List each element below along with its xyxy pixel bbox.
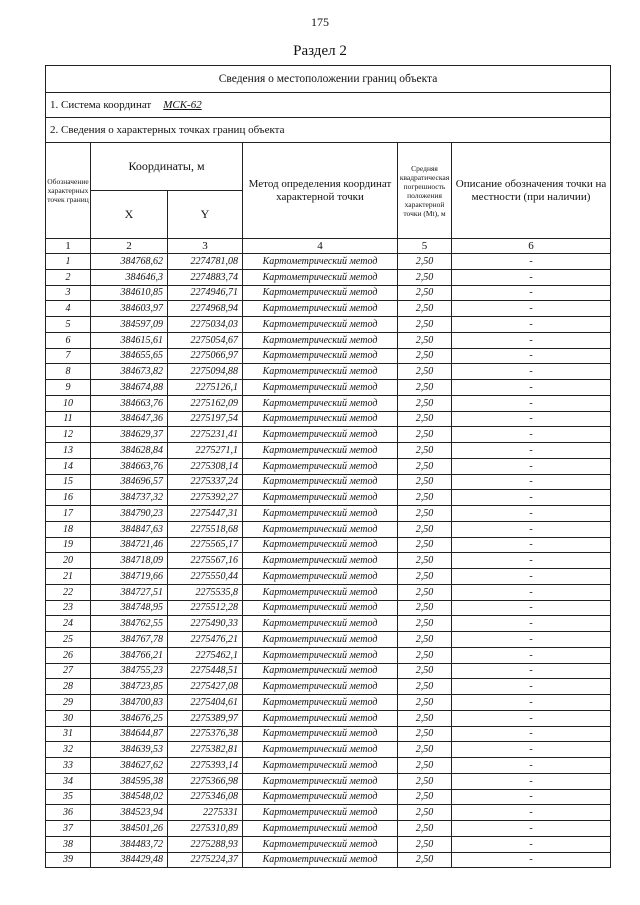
error: 2,50 [398, 474, 452, 490]
page-number: 175 [311, 15, 329, 29]
table-row [46, 647, 611, 663]
coord-x: 384615,61 [91, 332, 168, 348]
method: Картометрический метод [243, 458, 398, 474]
coord-x: 384674,88 [91, 380, 168, 396]
point-number: 32 [46, 742, 91, 758]
description: - [452, 789, 611, 805]
table-row [46, 301, 611, 317]
error: 2,50 [398, 269, 452, 285]
point-number: 21 [46, 569, 91, 585]
description: - [452, 553, 611, 569]
description: - [452, 584, 611, 600]
coord-system-value: МСК-62 [163, 99, 202, 111]
description: - [452, 569, 611, 585]
column-number: 1 [46, 239, 91, 254]
error: 2,50 [398, 836, 452, 852]
point-number: 25 [46, 632, 91, 648]
coord-x: 384603,97 [91, 301, 168, 317]
method: Картометрический метод [243, 805, 398, 821]
method: Картометрический метод [243, 443, 398, 459]
coord-y: 2275404,61 [168, 695, 243, 711]
coord-y: 2275231,41 [168, 427, 243, 443]
boundary-table [45, 65, 611, 868]
coord-x: 384767,78 [91, 632, 168, 648]
point-number: 37 [46, 821, 91, 837]
description: - [452, 348, 611, 364]
description: - [452, 852, 611, 868]
coord-y: 2275271,1 [168, 443, 243, 459]
error: 2,50 [398, 758, 452, 774]
description: - [452, 506, 611, 522]
table-row [46, 805, 611, 821]
method: Картометрический метод [243, 427, 398, 443]
coord-y: 2275567,16 [168, 553, 243, 569]
description: - [452, 836, 611, 852]
coord-x: 384595,38 [91, 773, 168, 789]
table-row [46, 821, 611, 837]
description: - [452, 773, 611, 789]
coord-y: 2275535,8 [168, 584, 243, 600]
description: - [452, 821, 611, 837]
method: Картометрический метод [243, 616, 398, 632]
point-number: 14 [46, 458, 91, 474]
point-number: 24 [46, 616, 91, 632]
table-row [46, 443, 611, 459]
coord-y: 2275197,54 [168, 411, 243, 427]
coord-y: 2274946,71 [168, 285, 243, 301]
table-row [46, 411, 611, 427]
coord-x: 384639,53 [91, 742, 168, 758]
error: 2,50 [398, 411, 452, 427]
method: Картометрический метод [243, 317, 398, 333]
method: Картометрический метод [243, 789, 398, 805]
table-row [46, 726, 611, 742]
method: Картометрический метод [243, 836, 398, 852]
coord-y: 2274968,94 [168, 301, 243, 317]
error: 2,50 [398, 710, 452, 726]
description: - [452, 458, 611, 474]
column-number: 4 [243, 239, 398, 254]
method: Картометрический метод [243, 490, 398, 506]
point-number: 28 [46, 679, 91, 695]
method: Картометрический метод [243, 758, 398, 774]
description: - [452, 427, 611, 443]
error: 2,50 [398, 537, 452, 553]
method: Картометрический метод [243, 380, 398, 396]
error: 2,50 [398, 663, 452, 679]
table-row [46, 490, 611, 506]
error: 2,50 [398, 490, 452, 506]
table-row [46, 332, 611, 348]
point-number: 35 [46, 789, 91, 805]
description: - [452, 301, 611, 317]
point-number: 30 [46, 710, 91, 726]
coord-x: 384523,94 [91, 805, 168, 821]
description: - [452, 742, 611, 758]
coord-y: 2275034,03 [168, 317, 243, 333]
method: Картометрический метод [243, 647, 398, 663]
error: 2,50 [398, 584, 452, 600]
table-row [46, 553, 611, 569]
method: Картометрический метод [243, 269, 398, 285]
error: 2,50 [398, 458, 452, 474]
description: - [452, 474, 611, 490]
coord-y: 2275462,1 [168, 647, 243, 663]
coord-x: 384673,82 [91, 364, 168, 380]
description: - [452, 632, 611, 648]
error: 2,50 [398, 395, 452, 411]
method: Картометрический метод [243, 742, 398, 758]
table-row [46, 269, 611, 285]
error: 2,50 [398, 521, 452, 537]
table-row [46, 380, 611, 396]
method: Картометрический метод [243, 395, 398, 411]
coord-y: 2275389,97 [168, 710, 243, 726]
coord-x: 384429,48 [91, 852, 168, 868]
method: Картометрический метод [243, 348, 398, 364]
error: 2,50 [398, 348, 452, 364]
coord-y: 2275366,98 [168, 773, 243, 789]
method: Картометрический метод [243, 773, 398, 789]
method: Картометрический метод [243, 710, 398, 726]
coord-y: 2275490,33 [168, 616, 243, 632]
method: Картометрический метод [243, 663, 398, 679]
point-number: 11 [46, 411, 91, 427]
point-number: 17 [46, 506, 91, 522]
description: - [452, 600, 611, 616]
table-row [46, 537, 611, 553]
point-number: 23 [46, 600, 91, 616]
coord-y: 2275427,08 [168, 679, 243, 695]
error: 2,50 [398, 254, 452, 270]
table-row [46, 317, 611, 333]
header-description: Описание обозначения точки на местности (при наличии) [452, 143, 611, 239]
point-number: 18 [46, 521, 91, 537]
coord-y: 2275518,68 [168, 521, 243, 537]
description: - [452, 663, 611, 679]
point-number: 13 [46, 443, 91, 459]
coord-x: 384629,37 [91, 427, 168, 443]
error: 2,50 [398, 821, 452, 837]
coord-y: 2275066,97 [168, 348, 243, 364]
coord-y: 2275308,14 [168, 458, 243, 474]
coord-x: 384647,36 [91, 411, 168, 427]
point-number: 4 [46, 301, 91, 317]
method: Картометрический метод [243, 411, 398, 427]
coord-x: 384719,66 [91, 569, 168, 585]
table-row [46, 852, 611, 868]
error: 2,50 [398, 332, 452, 348]
coord-x: 384790,23 [91, 506, 168, 522]
error: 2,50 [398, 805, 452, 821]
table-row [46, 584, 611, 600]
table-row [46, 569, 611, 585]
error: 2,50 [398, 600, 452, 616]
description: - [452, 647, 611, 663]
point-number: 33 [46, 758, 91, 774]
points-title: 2. Сведения о характерных точках границ объекта [46, 118, 611, 143]
point-number: 36 [46, 805, 91, 821]
description: - [452, 805, 611, 821]
point-number: 6 [46, 332, 91, 348]
point-number: 27 [46, 663, 91, 679]
method: Картометрический метод [243, 632, 398, 648]
method: Картометрический метод [243, 600, 398, 616]
coord-y: 2275126,1 [168, 380, 243, 396]
coord-y: 2275550,44 [168, 569, 243, 585]
table-row [46, 600, 611, 616]
method: Картометрический метод [243, 506, 398, 522]
coord-x: 384663,76 [91, 458, 168, 474]
point-number: 1 [46, 254, 91, 270]
description: - [452, 364, 611, 380]
column-number: 5 [398, 239, 452, 254]
table-row [46, 364, 611, 380]
method: Картометрический метод [243, 285, 398, 301]
error: 2,50 [398, 679, 452, 695]
description: - [452, 758, 611, 774]
coord-y: 2275054,67 [168, 332, 243, 348]
column-number: 6 [452, 239, 611, 254]
data-rows [46, 254, 611, 868]
coord-y: 2275382,81 [168, 742, 243, 758]
description: - [452, 395, 611, 411]
error: 2,50 [398, 317, 452, 333]
coord-x: 384646,3 [91, 269, 168, 285]
coord-y: 2275565,17 [168, 537, 243, 553]
coord-y: 2274781,08 [168, 254, 243, 270]
coord-x: 384766,21 [91, 647, 168, 663]
error: 2,50 [398, 852, 452, 868]
method: Картометрический метод [243, 332, 398, 348]
coord-x: 384762,55 [91, 616, 168, 632]
table-row [46, 773, 611, 789]
table-row [46, 458, 611, 474]
point-number: 15 [46, 474, 91, 490]
error: 2,50 [398, 364, 452, 380]
coord-x: 384727,51 [91, 584, 168, 600]
coord-system-label: 1. Система координат [50, 99, 152, 111]
header-designation: Обозначение характерных точек границ [46, 143, 91, 239]
point-number: 39 [46, 852, 91, 868]
error: 2,50 [398, 647, 452, 663]
method: Картометрический метод [243, 474, 398, 490]
header-method: Метод определения координат характерной точки [243, 143, 398, 239]
point-number: 20 [46, 553, 91, 569]
header-x: X [91, 191, 168, 239]
coord-x: 384655,65 [91, 348, 168, 364]
method: Картометрический метод [243, 254, 398, 270]
method: Картометрический метод [243, 553, 398, 569]
error: 2,50 [398, 553, 452, 569]
section-title: Раздел 2 [293, 43, 347, 59]
coord-x: 384721,46 [91, 537, 168, 553]
point-number: 10 [46, 395, 91, 411]
point-number: 8 [46, 364, 91, 380]
description: - [452, 380, 611, 396]
point-number: 22 [46, 584, 91, 600]
coord-x: 384676,25 [91, 710, 168, 726]
table-row [46, 616, 611, 632]
table-row [46, 679, 611, 695]
coord-y: 2274883,74 [168, 269, 243, 285]
point-number: 3 [46, 285, 91, 301]
header-coordinates: Координаты, м [91, 143, 243, 191]
coord-y: 2275512,28 [168, 600, 243, 616]
method: Картометрический метод [243, 301, 398, 317]
description: - [452, 490, 611, 506]
coord-x: 384628,84 [91, 443, 168, 459]
description: - [452, 521, 611, 537]
description: - [452, 679, 611, 695]
table-row [46, 710, 611, 726]
coord-y: 2275094,88 [168, 364, 243, 380]
table-title: Сведения о местоположении границ объекта [46, 66, 611, 93]
error: 2,50 [398, 789, 452, 805]
coord-y: 2275337,24 [168, 474, 243, 490]
coord-y: 2275162,09 [168, 395, 243, 411]
table-row [46, 695, 611, 711]
point-number: 26 [46, 647, 91, 663]
coord-x: 384548,02 [91, 789, 168, 805]
table-row [46, 521, 611, 537]
error: 2,50 [398, 695, 452, 711]
method: Картометрический метод [243, 569, 398, 585]
point-number: 9 [46, 380, 91, 396]
error: 2,50 [398, 742, 452, 758]
coord-x: 384748,95 [91, 600, 168, 616]
method: Картометрический метод [243, 852, 398, 868]
table-row [46, 285, 611, 301]
description: - [452, 443, 611, 459]
description: - [452, 254, 611, 270]
point-number: 16 [46, 490, 91, 506]
table-row [46, 758, 611, 774]
error: 2,50 [398, 506, 452, 522]
coord-y: 2275447,31 [168, 506, 243, 522]
table-row [46, 632, 611, 648]
error: 2,50 [398, 380, 452, 396]
error: 2,50 [398, 285, 452, 301]
coord-y: 2275448,51 [168, 663, 243, 679]
table-row [46, 836, 611, 852]
coord-y: 2275476,21 [168, 632, 243, 648]
table-row [46, 663, 611, 679]
coord-y: 2275331 [168, 805, 243, 821]
error: 2,50 [398, 569, 452, 585]
coord-x: 384718,09 [91, 553, 168, 569]
coord-x: 384700,83 [91, 695, 168, 711]
coord-y: 2275288,93 [168, 836, 243, 852]
table-row [46, 348, 611, 364]
table-row [46, 742, 611, 758]
coord-x: 384501,26 [91, 821, 168, 837]
coord-system-row [46, 93, 611, 118]
coord-y: 2275224,37 [168, 852, 243, 868]
point-number: 19 [46, 537, 91, 553]
description: - [452, 726, 611, 742]
error: 2,50 [398, 616, 452, 632]
error: 2,50 [398, 632, 452, 648]
description: - [452, 285, 611, 301]
description: - [452, 411, 611, 427]
table-row [46, 506, 611, 522]
description: - [452, 537, 611, 553]
table-row [46, 474, 611, 490]
error: 2,50 [398, 773, 452, 789]
method: Картометрический метод [243, 537, 398, 553]
coord-x: 384627,62 [91, 758, 168, 774]
coord-x: 384483,72 [91, 836, 168, 852]
description: - [452, 269, 611, 285]
point-number: 7 [46, 348, 91, 364]
coord-x: 384755,23 [91, 663, 168, 679]
method: Картометрический метод [243, 821, 398, 837]
coord-x: 384768,62 [91, 254, 168, 270]
coord-y: 2275346,08 [168, 789, 243, 805]
description: - [452, 710, 611, 726]
coord-y: 2275376,38 [168, 726, 243, 742]
method: Картометрический метод [243, 364, 398, 380]
column-number: 2 [91, 239, 168, 254]
coord-x: 384847,63 [91, 521, 168, 537]
method: Картометрический метод [243, 679, 398, 695]
coord-y: 2275393,14 [168, 758, 243, 774]
method: Картометрический метод [243, 695, 398, 711]
coord-x: 384644,87 [91, 726, 168, 742]
description: - [452, 317, 611, 333]
point-number: 38 [46, 836, 91, 852]
method: Картометрический метод [243, 521, 398, 537]
table-row [46, 789, 611, 805]
coord-x: 384737,32 [91, 490, 168, 506]
point-number: 31 [46, 726, 91, 742]
description: - [452, 695, 611, 711]
coord-x: 384723,85 [91, 679, 168, 695]
error: 2,50 [398, 443, 452, 459]
table-row [46, 254, 611, 270]
coord-y: 2275310,89 [168, 821, 243, 837]
coord-x: 384597,09 [91, 317, 168, 333]
coord-y: 2275392,27 [168, 490, 243, 506]
error: 2,50 [398, 301, 452, 317]
point-number: 2 [46, 269, 91, 285]
description: - [452, 332, 611, 348]
description: - [452, 616, 611, 632]
method: Картометрический метод [243, 584, 398, 600]
error: 2,50 [398, 726, 452, 742]
coord-x: 384696,57 [91, 474, 168, 490]
point-number: 29 [46, 695, 91, 711]
point-number: 12 [46, 427, 91, 443]
error: 2,50 [398, 427, 452, 443]
point-number: 5 [46, 317, 91, 333]
table-row [46, 427, 611, 443]
point-number: 34 [46, 773, 91, 789]
table-row [46, 395, 611, 411]
coord-x: 384610,85 [91, 285, 168, 301]
method: Картометрический метод [243, 726, 398, 742]
header-error: Средняя квадратическая погрешность положения характерной точки (Мt), м [398, 143, 452, 239]
coord-x: 384663,76 [91, 395, 168, 411]
header-y: Y [168, 191, 243, 239]
column-number: 3 [168, 239, 243, 254]
